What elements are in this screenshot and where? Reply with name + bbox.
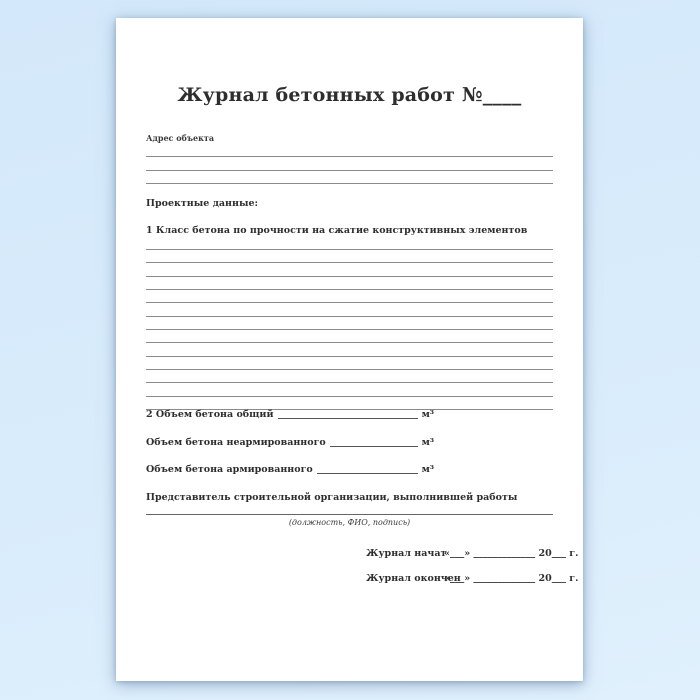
journal-finished-date-blank: «___» _____________ 20___ г. bbox=[444, 573, 579, 584]
project-data-heading: Проектные данные: bbox=[146, 198, 259, 209]
ruled-line bbox=[146, 303, 553, 316]
ruled-line bbox=[146, 277, 553, 290]
volume-unreinforced-row bbox=[146, 436, 434, 449]
ruled-line bbox=[146, 171, 553, 184]
document-page bbox=[116, 18, 583, 681]
journal-started-date-blank: «___» _____________ 20___ г. bbox=[444, 548, 579, 559]
address-write-in-lines bbox=[146, 144, 553, 184]
unit-cubic-meters: м³ bbox=[421, 464, 434, 475]
signature-line bbox=[146, 514, 553, 515]
write-in-blank bbox=[330, 436, 418, 447]
journal-started-label: Журнал начат bbox=[366, 548, 447, 559]
ruled-line bbox=[146, 157, 553, 170]
write-in-blank bbox=[278, 408, 418, 419]
journal-started-row bbox=[366, 548, 579, 561]
concrete-class-write-in-lines bbox=[146, 237, 553, 410]
signature-caption: (должность, ФИО, подпись) bbox=[288, 518, 411, 527]
unit-cubic-meters: м³ bbox=[421, 437, 434, 448]
ruled-line bbox=[146, 383, 553, 396]
ruled-line bbox=[146, 370, 553, 383]
journal-finished-row bbox=[366, 573, 579, 586]
unit-cubic-meters: м³ bbox=[421, 409, 434, 420]
volume-reinforced-label: Объем бетона армированного bbox=[146, 464, 313, 475]
ruled-line bbox=[146, 357, 553, 370]
ruled-line bbox=[146, 343, 553, 356]
representative-heading: Представитель строительной организации, выполнившей работы bbox=[146, 492, 518, 503]
ruled-line bbox=[146, 144, 553, 157]
ruled-line bbox=[146, 263, 553, 276]
ruled-line bbox=[146, 237, 553, 250]
page-title: Журнал бетонных работ №____ bbox=[177, 84, 522, 106]
ruled-line bbox=[146, 290, 553, 303]
journal-finished-label: Журнал окончен bbox=[366, 573, 461, 584]
volume-total-row bbox=[146, 408, 434, 421]
address-label: Адрес объекта bbox=[146, 133, 215, 143]
ruled-line bbox=[146, 250, 553, 263]
ruled-line bbox=[146, 317, 553, 330]
volume-reinforced-row bbox=[146, 463, 434, 476]
volume-total-label: 2 Объем бетона общий bbox=[146, 409, 274, 420]
journal-dates-block bbox=[366, 548, 579, 586]
concrete-class-heading: 1 Класс бетона по прочности на сжатие конструктивных элементов bbox=[146, 225, 528, 236]
ruled-line bbox=[146, 330, 553, 343]
write-in-blank bbox=[317, 463, 418, 474]
volume-unreinforced-label: Объем бетона неармированного bbox=[146, 437, 326, 448]
